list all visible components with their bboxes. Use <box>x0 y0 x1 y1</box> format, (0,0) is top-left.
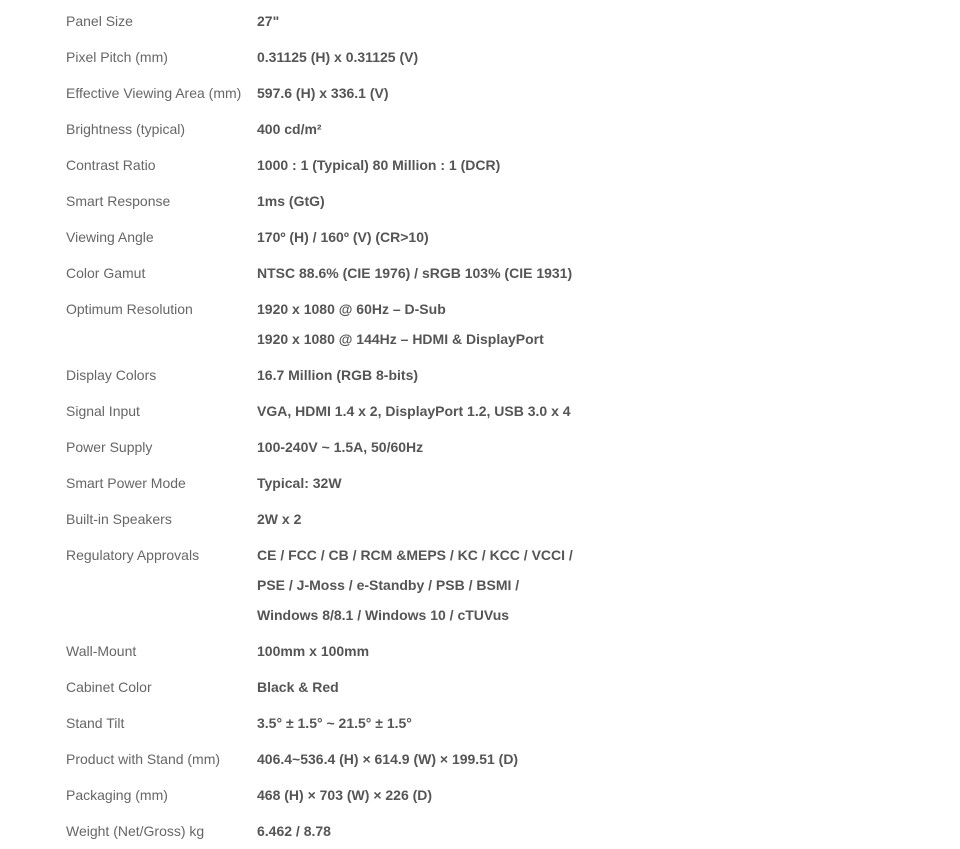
spec-label: Viewing Angle <box>66 229 154 245</box>
spec-row <box>66 741 626 777</box>
spec-value: 100mm x 100mm <box>257 643 370 659</box>
spec-value: 1ms (GtG) <box>257 193 325 209</box>
spec-row <box>66 75 626 111</box>
spec-value: 1000 : 1 (Typical) 80 Million : 1 (DCR) <box>257 157 501 173</box>
spec-row <box>66 633 626 669</box>
spec-value: 2W x 2 <box>257 511 302 527</box>
spec-values <box>257 633 626 669</box>
spec-value: 16.7 Million (RGB 8-bits) <box>257 367 419 383</box>
spec-value: 3.5° ± 1.5° ~ 21.5° ± 1.5° <box>257 715 412 731</box>
spec-values <box>257 813 626 849</box>
spec-values <box>257 465 626 501</box>
spec-values <box>257 39 626 75</box>
spec-label: Stand Tilt <box>66 715 125 731</box>
spec-row <box>66 183 626 219</box>
spec-label: Built-in Speakers <box>66 511 172 527</box>
spec-value: 468 (H) × 703 (W) × 226 (D) <box>257 787 433 803</box>
spec-value: 27" <box>257 13 280 29</box>
spec-value: Typical: 32W <box>257 475 342 491</box>
spec-label: Contrast Ratio <box>66 157 156 173</box>
spec-row <box>66 219 626 255</box>
spec-table <box>66 3 626 849</box>
spec-values <box>257 537 626 633</box>
spec-label: Effective Viewing Area (mm) <box>66 85 242 101</box>
spec-row <box>66 537 626 633</box>
spec-value: NTSC 88.6% (CIE 1976) / sRGB 103% (CIE 1931) <box>257 265 573 281</box>
spec-value: 6.462 / 8.78 <box>257 823 331 839</box>
spec-values <box>257 393 626 429</box>
spec-values <box>257 75 626 111</box>
spec-label: Brightness (typical) <box>66 121 186 137</box>
spec-label: Wall-Mount <box>66 643 137 659</box>
spec-label: Weight (Net/Gross) kg <box>66 823 205 839</box>
spec-label: Display Colors <box>66 367 157 383</box>
spec-value: 1920 x 1080 @ 60Hz – D-Sub <box>257 301 446 317</box>
spec-label: Panel Size <box>66 13 133 29</box>
spec-values <box>257 777 626 813</box>
spec-label: Optimum Resolution <box>66 301 193 317</box>
spec-value: 0.31125 (H) x 0.31125 (V) <box>257 49 419 65</box>
spec-row <box>66 3 626 39</box>
spec-value: 400 cd/m² <box>257 121 322 137</box>
spec-value: 170º (H) / 160º (V) (CR>10) <box>257 229 429 245</box>
spec-values <box>257 3 626 39</box>
spec-values <box>257 669 626 705</box>
spec-value: Black & Red <box>257 679 339 695</box>
spec-row <box>66 501 626 537</box>
spec-values <box>257 429 626 465</box>
spec-label: Smart Response <box>66 193 171 209</box>
spec-row <box>66 255 626 291</box>
spec-row <box>66 705 626 741</box>
spec-value: 597.6 (H) x 336.1 (V) <box>257 85 389 101</box>
spec-row <box>66 429 626 465</box>
spec-value: PSE / J-Moss / e-Standby / PSB / BSMI / <box>257 577 520 593</box>
spec-values <box>257 219 626 255</box>
spec-row <box>66 393 626 429</box>
spec-label: Regulatory Approvals <box>66 547 200 563</box>
spec-label: Signal Input <box>66 403 140 419</box>
spec-row <box>66 669 626 705</box>
spec-label: Pixel Pitch (mm) <box>66 49 168 65</box>
spec-label: Smart Power Mode <box>66 475 186 491</box>
spec-values <box>257 291 626 357</box>
spec-row <box>66 465 626 501</box>
spec-value: CE / FCC / CB / RCM &MEPS / KC / KCC / VCCI / <box>257 547 573 563</box>
spec-values <box>257 255 626 291</box>
spec-value: 100-240V ~ 1.5A, 50/60Hz <box>257 439 424 455</box>
spec-values <box>257 357 626 393</box>
spec-value: 1920 x 1080 @ 144Hz – HDMI & DisplayPort <box>257 331 544 347</box>
spec-row <box>66 39 626 75</box>
spec-label: Packaging (mm) <box>66 787 168 803</box>
spec-value: 406.4~536.4 (H) × 614.9 (W) × 199.51 (D) <box>257 751 519 767</box>
spec-values <box>257 147 626 183</box>
spec-values <box>257 705 626 741</box>
spec-row <box>66 813 626 849</box>
spec-value: Windows 8/8.1 / Windows 10 / cTUVus <box>257 607 510 623</box>
spec-label: Product with Stand (mm) <box>66 751 221 767</box>
spec-row <box>66 357 626 393</box>
spec-row <box>66 147 626 183</box>
spec-label: Cabinet Color <box>66 679 152 695</box>
spec-row <box>66 111 626 147</box>
spec-values <box>257 501 626 537</box>
spec-label: Power Supply <box>66 439 153 455</box>
spec-label: Color Gamut <box>66 265 146 281</box>
spec-values <box>257 111 626 147</box>
spec-values <box>257 741 626 777</box>
spec-row <box>66 291 626 357</box>
spec-value: VGA, HDMI 1.4 x 2, DisplayPort 1.2, USB 3.0 x 4 <box>257 403 571 419</box>
spec-row <box>66 777 626 813</box>
spec-values <box>257 183 626 219</box>
